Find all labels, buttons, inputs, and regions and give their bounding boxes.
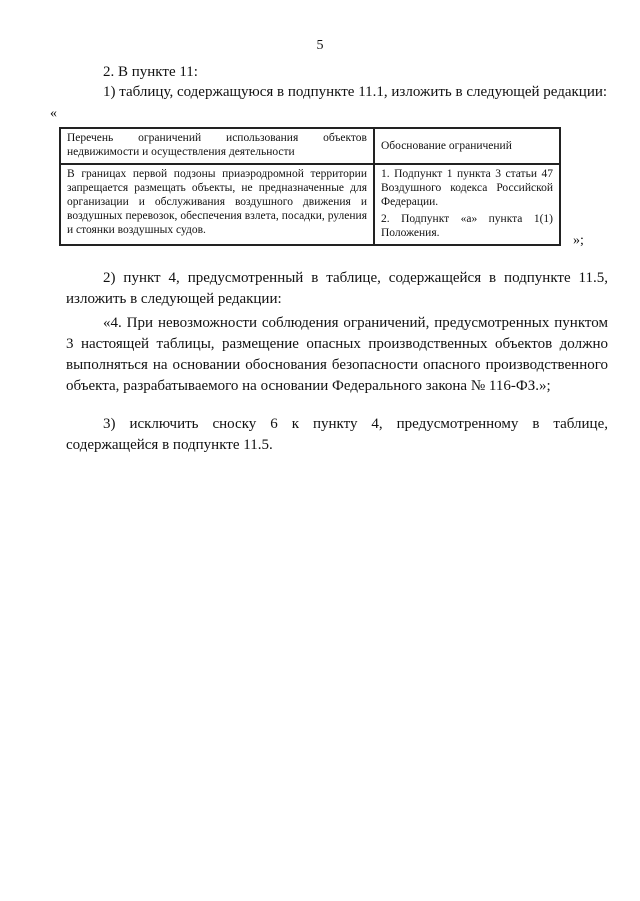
restrictions-table — [59, 127, 561, 246]
table-row — [60, 164, 560, 245]
item-2-text: 2) пункт 4, предусмотренный в таблице, содержащейся в подпункте 11.5, изложить в следующей редакции: — [66, 270, 608, 307]
section-heading: 2. В пункте 11: — [103, 64, 198, 80]
item-3-text: 3) исключить сноску 6 к пункту 4, предусмотренному в таблице, содержащейся в подпункте 11.5. — [66, 416, 608, 453]
row-restriction-text: В границах первой подзоны приаэродромной территории запрещается размещать объекты, не предназначенные для организации и обслуживания воздушного движения и воздушных перевозок, обеспечения взлета, посадки, руления и стоянки воздушных судов. — [60, 164, 374, 245]
table-header-row — [60, 128, 560, 164]
justification-item-2: 2. Подпункт «а» пункта 1(1) Положения. — [381, 213, 553, 239]
quote-item-4-text: «4. При невозможности соблюдения ограничений, предусмотренных пунктом 3 настоящей таблицы, размещение опасных производственных объектов должно выполняться на основании обоснования безопасности опасного производственного объекта, разрабатываемого на основании Федерального закона № 116-ФЗ.»; — [66, 315, 608, 394]
header-restrictions: Перечень ограничений использования объектов недвижимости и осуществления деятельности — [60, 128, 374, 164]
table-open-quote: « — [50, 106, 57, 121]
justification-item-1: 1. Подпункт 1 пункта 3 статьи 47 Воздушного кодекса Российской Федерации. — [381, 168, 553, 208]
row-justification — [374, 164, 560, 245]
table-close-quote: »; — [573, 233, 584, 248]
item-1-text: 1) таблицу, содержащуюся в подпункте 11.1, изложить в следующей редакции: — [103, 84, 608, 100]
page-number: 5 — [316, 38, 324, 53]
header-justification: Обоснование ограничений — [374, 128, 560, 164]
